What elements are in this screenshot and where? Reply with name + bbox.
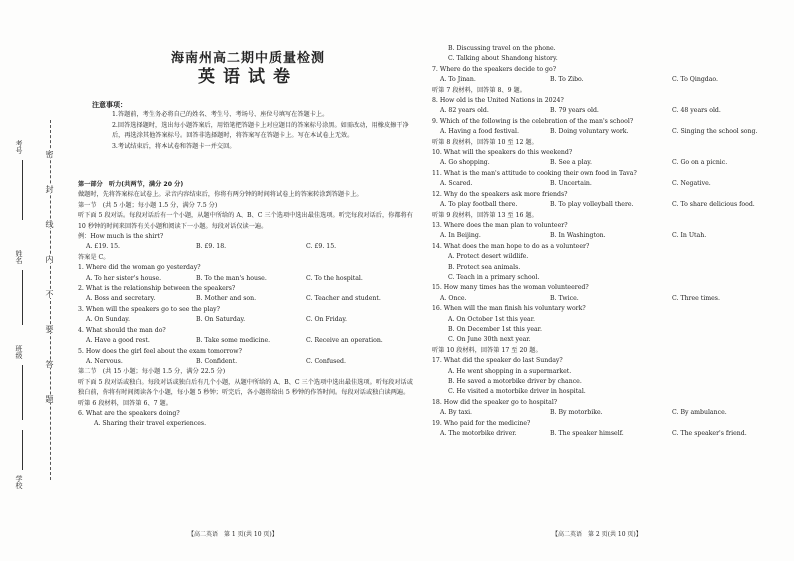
- question-text: 19. Who paid for the medicine?: [432, 419, 531, 427]
- field-school-line: [22, 430, 23, 470]
- field-school: 学校: [15, 475, 23, 489]
- option-choice: B. He saved a motorbike driver by chance.: [448, 378, 582, 385]
- question-text: 听第 7 段材料，回答第 8、9 题。: [432, 86, 526, 94]
- option-choice: C. Talking about Shandong history.: [448, 55, 558, 63]
- option-choice: A. On Sunday.: [86, 316, 130, 324]
- option-choice: A. Having a food festival.: [440, 128, 519, 136]
- option-choice: A. He went shopping in a supermarket.: [448, 367, 572, 375]
- option-choice: C. Teacher and student.: [306, 295, 381, 303]
- question-text: 听下面 5 段对话或独白。每段对话或独白后有几个小题，从题中所给的 A、B、C 三个选项中选出最佳选项。听每段对话或独白前，你将有时间阅读各个小题，每小题 5 秒钟；听完后，各小题将给出 5 秒钟的作答时间。每段对话或独白读两遍。: [78, 378, 413, 397]
- option-choice: C. To share delicious food.: [672, 201, 755, 209]
- question-text: 8. How old is the United Nations in 2024?: [432, 97, 564, 105]
- option-choice: C. 48 years old.: [672, 107, 721, 115]
- question-text: 5. How does the girl feel about the exam tomorrow?: [78, 347, 242, 355]
- question-text: 7. Where do the speakers decide to go?: [432, 65, 557, 73]
- seal-char: 题: [45, 395, 54, 403]
- option-choice: A. £19. 15.: [86, 243, 120, 251]
- option-row: [78, 294, 418, 304]
- footer-left: 【高二英语 第 1 页(共 10 页)】: [188, 531, 278, 538]
- note-item: 2.回答选择题时，选出每小题答案后，用铅笔把答题卡上对应题目的答案标号涂黑。如需改动，用橡皮擦干净后，再选涂其他答案标号。回答非选择题时，将答案写在答题卡上。写在本试卷上无效。: [112, 121, 409, 139]
- option-choice: B. Take some medicine.: [196, 337, 271, 345]
- question-text: 18. How did the speaker go to hospital?: [432, 398, 558, 406]
- note-item: 1.答题前，考生务必将自己的姓名、考生号、考场号、座位号填写在答题卡上。: [112, 111, 329, 118]
- option-choice: B. To the man's house.: [196, 274, 267, 282]
- question-text: 16. When will the man finish his voluntary work?: [432, 305, 586, 313]
- question-text: 12. Why do the speakers ask more friends?: [432, 190, 568, 198]
- option-choice: B. Protect sea animals.: [448, 263, 521, 271]
- field-exam-number: 考号: [15, 140, 23, 154]
- notes-heading: 注意事项：: [92, 101, 127, 109]
- option-choice: B. Mother and son.: [196, 295, 257, 303]
- question-text: 听下面 5 段对话。每段对话后有一个小题，从题中所给的 A、B、C 三个选项中选出最佳选项。听完每段对话后，你都将有 10 秒钟的时间来回答有关小题和阅读下一小题。每段对话仅读一遍。: [78, 212, 413, 230]
- question-text: 6. What are the speakers doing?: [78, 409, 180, 417]
- option-row: [432, 408, 787, 418]
- question-text: 听第 8 段材料，回答第 10 至 12 题。: [432, 138, 538, 146]
- option-choice: C. Singing the school song.: [672, 128, 758, 136]
- option-choice: B. To Zibo.: [550, 76, 584, 84]
- question-text: 听第 6 段材料，回答第 6、7 题。: [78, 399, 172, 407]
- question-text: 听第 10 段材料，回答第 17 至 20 题。: [432, 346, 542, 354]
- option-choice: C. Negative.: [672, 180, 711, 188]
- footer-right: 【高二英语 第 2 页(共 10 页)】: [552, 531, 642, 538]
- question-text: 13. Where does the man plan to volunteer?: [432, 221, 568, 229]
- option-choice: C. The speaker's friend.: [672, 430, 747, 438]
- question-text: 15. How many times has the woman volunteered?: [432, 284, 589, 292]
- question-text: 3. When will the speakers go to see the play?: [78, 305, 220, 313]
- option-choice: C. To Qingdao.: [672, 76, 719, 84]
- option-row: [432, 127, 787, 137]
- option-choice: B. To play volleyball there.: [550, 201, 634, 209]
- option-choice: C. Teach in a primary school.: [448, 273, 540, 281]
- option-choice: B. See a play.: [550, 159, 592, 167]
- option-row: [432, 179, 787, 189]
- option-row: [432, 158, 787, 168]
- question-text: 第一节 (共 5 小题；每小题 1.5 分，满分 7.5 分): [78, 201, 218, 209]
- option-choice: B. £9. 18.: [196, 243, 227, 251]
- option-choice: A. Protect desert wildlife.: [448, 253, 529, 261]
- option-choice: C. He visited a motorbike driver in hospital.: [448, 388, 586, 396]
- option-row: [78, 315, 418, 325]
- option-choice: C. Receive an operation.: [306, 337, 383, 345]
- question-text: 听第 9 段材料，回答第 13 至 16 题。: [432, 211, 538, 219]
- note-item: 3.考试结束后，将本试卷和答题卡一并交回。: [112, 142, 236, 150]
- option-choice: A. In Beijing.: [440, 232, 481, 240]
- option-choice: C. On Friday.: [306, 316, 347, 324]
- option-choice: A. To play football there.: [440, 201, 518, 209]
- question-text: 做题时，先将答案标在试卷上。录音内容结束后，你将有两分钟的时间将试卷上的答案转涂到答题卡上。: [78, 191, 363, 199]
- option-choice: B. In Washington.: [550, 232, 606, 240]
- field-class-line: [22, 365, 23, 420]
- option-choice: C. £9. 15.: [306, 243, 337, 251]
- field-name: 姓名: [15, 250, 23, 264]
- option-row: [78, 336, 418, 346]
- question-text: 1. Where did the woman go yesterday?: [78, 264, 201, 272]
- option-choice: A. Sharing their travel experiences.: [94, 420, 207, 428]
- option-choice: B. By motorbike.: [550, 409, 603, 417]
- question-text: 例：How much is the shirt?: [78, 233, 164, 241]
- binding-margin: [0, 0, 74, 561]
- option-choice: A. Go shopping.: [440, 159, 490, 167]
- option-choice: B. The speaker himself.: [550, 430, 624, 438]
- question-text: 17. What did the speaker do last Sunday?: [432, 357, 563, 365]
- option-choice: B. Discussing travel on the phone.: [448, 45, 556, 52]
- option-choice: A. The motorbike driver.: [440, 430, 517, 438]
- question-text: 9. Which of the following is the celebration of the man's school?: [432, 117, 634, 125]
- question-text: 14. What does the man hope to do as a volunteer?: [432, 242, 590, 250]
- seal-char: 不: [45, 290, 54, 298]
- option-choice: A. Scared.: [440, 180, 473, 188]
- option-choice: A. To her sister's house.: [86, 274, 162, 282]
- option-choice: C. In Utah.: [672, 232, 707, 240]
- option-row: [432, 75, 787, 85]
- option-choice: B. On December 1st this year.: [448, 325, 542, 333]
- option-choice: C. Three times.: [672, 294, 720, 302]
- option-choice: A. To Jinan.: [440, 76, 476, 84]
- question-text: 答案是 C。: [78, 253, 110, 261]
- option-choice: A. Boss and secretary.: [86, 295, 156, 303]
- option-choice: A. Have a good rest.: [86, 337, 150, 345]
- seal-char: 线: [45, 220, 54, 228]
- option-choice: C. Confused.: [306, 357, 346, 365]
- question-text: 第二节 (共 15 小题；每小题 1.5 分，满分 22.5 分): [78, 368, 226, 376]
- left-column: [78, 0, 418, 561]
- question-text: 4. What should the man do?: [78, 326, 166, 334]
- option-choice: A. On October 1st this year.: [448, 315, 535, 323]
- question-text: 2. What is the relationship between the speakers?: [78, 285, 236, 293]
- option-choice: B. Doing voluntary work.: [550, 128, 629, 136]
- option-row: [432, 429, 787, 439]
- option-choice: B. Confident.: [196, 357, 238, 365]
- option-row: [78, 274, 418, 284]
- field-exam-number-line: [22, 160, 23, 220]
- option-choice: B. Twice.: [550, 294, 579, 302]
- field-class: 班级: [15, 345, 23, 359]
- option-choice: A. 82 years old.: [440, 107, 489, 115]
- option-choice: A. Once.: [440, 294, 467, 302]
- seal-char: 答: [45, 360, 54, 368]
- right-column: [432, 0, 787, 561]
- option-choice: C. By ambulance.: [672, 409, 727, 417]
- seal-char: 密: [45, 150, 54, 158]
- seal-char: 内: [45, 255, 54, 263]
- seal-char: 封: [45, 185, 54, 193]
- option-choice: C. To the hospital.: [306, 274, 363, 282]
- question-text: 10. What will the speakers do this weekend?: [432, 149, 573, 157]
- option-row: [432, 231, 787, 241]
- seal-line: [50, 120, 51, 480]
- exam-title: 海南州高二期中质量检测: [170, 51, 325, 66]
- option-row: [78, 242, 418, 252]
- option-row: [432, 294, 787, 304]
- seal-char: 要: [45, 325, 54, 333]
- option-choice: C. Go on a picnic.: [672, 159, 728, 167]
- option-choice: C. On June 30th next year.: [448, 336, 531, 344]
- section-heading: 第一部分 听力(共两节，满分 20 分): [78, 181, 184, 188]
- option-row: [432, 106, 787, 116]
- field-name-line: [22, 270, 23, 325]
- option-choice: B. Uncertain.: [550, 180, 592, 188]
- right-body: [432, 44, 787, 439]
- left-body: [78, 180, 418, 430]
- exam-subtitle: 英语试卷: [198, 67, 298, 87]
- option-choice: A. Nervous.: [86, 357, 123, 365]
- notes-list: [92, 110, 412, 152]
- option-row: [432, 200, 787, 210]
- option-row: [78, 357, 418, 367]
- question-text: 11. What is the man's attitude to cooking their own food in Tava?: [432, 169, 637, 177]
- option-choice: B. 79 years old.: [550, 107, 599, 115]
- option-choice: B. On Saturday.: [196, 316, 246, 324]
- option-choice: A. By taxi.: [440, 409, 473, 417]
